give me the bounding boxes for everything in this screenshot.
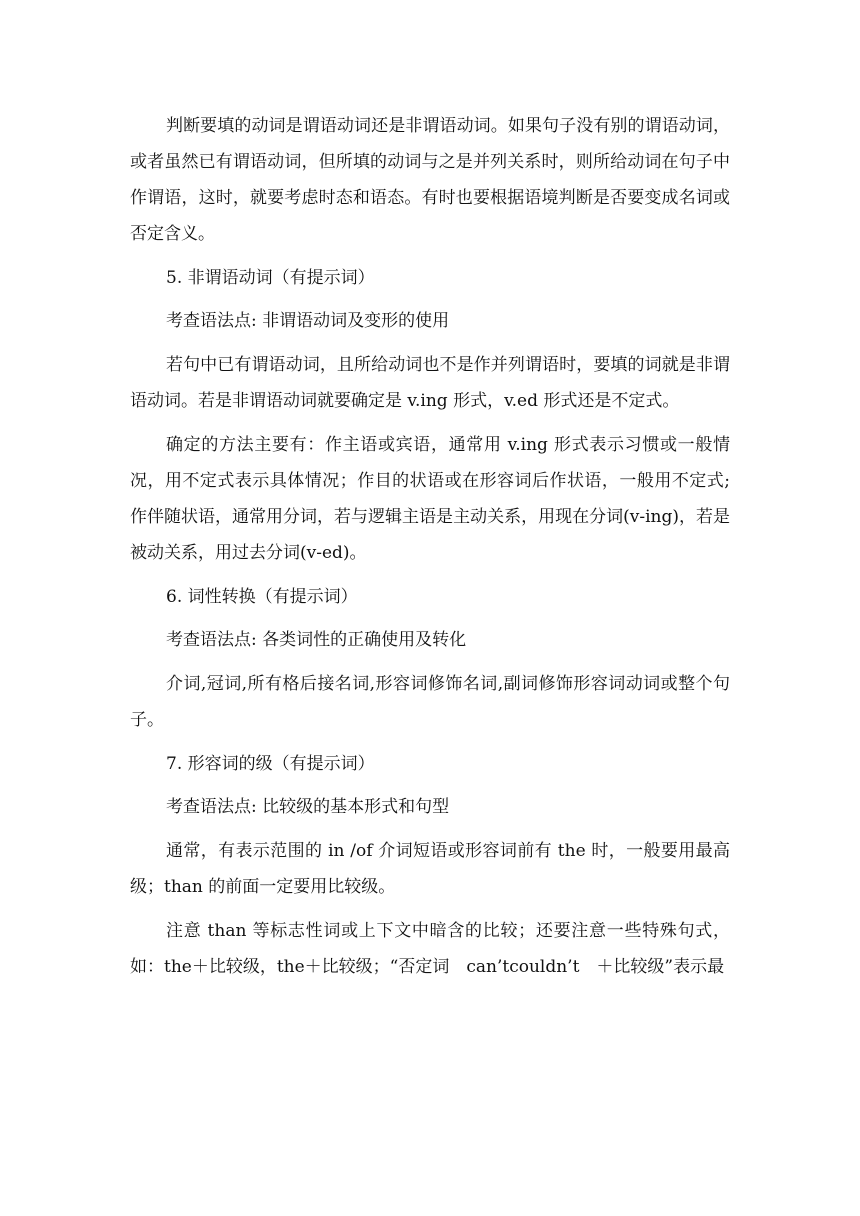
paragraph-part-of-speech-rule: 介词,冠词,所有格后接名词,形容词修饰名词,副词修饰形容词动词或整个句子。 xyxy=(130,674,730,730)
paragraph-comparison-rule: 通常，有表示范围的 in /of 介词短语或形容词前有 the 时，一般要用最高级；than 的前面一定要用比较级。 xyxy=(130,841,730,897)
grammar-point-nonfinite: 考查语法点: 非谓语动词及变形的使用 xyxy=(166,311,450,331)
paragraph-nonfinite-method: 确定的方法主要有：作主语或宾语，通常用 v.ing 形式表示习惯或一般情况，用不定式表示具体情况；作目的状语或在形容词后作状语，一般用不定式; 作伴随状语，通常用分词，若与逻辑主语是主动关系，用现在分词(v-ing)，若是被动关系，用过去分词(v-ed)。 xyxy=(130,435,730,563)
grammar-point-part-of-speech: 考查语法点: 各类词性的正确使用及转化 xyxy=(166,630,467,650)
paragraph-comparison-note: 注意 than 等标志性词或上下文中暗含的比较；还要注意一些特殊句式，如：the＋比较级，the＋比较级；“否定词 can’tcouldn’t ＋比较级”表示最 xyxy=(130,921,730,977)
heading-adjective-degrees: 7. 形容词的级（有提示词） xyxy=(166,754,375,774)
paragraph-nonfinite-rule: 若句中已有谓语动词，且所给动词也不是作并列谓语时，要填的词就是非谓语动词。若是非谓语动词就要确定是 v.ing 形式，v.ed 形式还是不定式。 xyxy=(130,355,730,411)
heading-part-of-speech: 6. 词性转换（有提示词） xyxy=(166,587,358,607)
grammar-point-comparison: 考查语法点: 比较级的基本形式和句型 xyxy=(166,797,450,817)
paragraph-verb-judgement: 判断要填的动词是谓语动词还是非谓语动词。如果句子没有别的谓语动词，或者虽然已有谓语动词，但所填的动词与之是并列关系时，则所给动词在句子中作谓语，这时，就要考虑时态和语态。有时也要根据语境判断是否要变成名词或否定含义。 xyxy=(130,116,730,244)
document-body xyxy=(130,108,730,985)
heading-nonfinite-verbs: 5. 非谓语动词（有提示词） xyxy=(166,268,375,288)
